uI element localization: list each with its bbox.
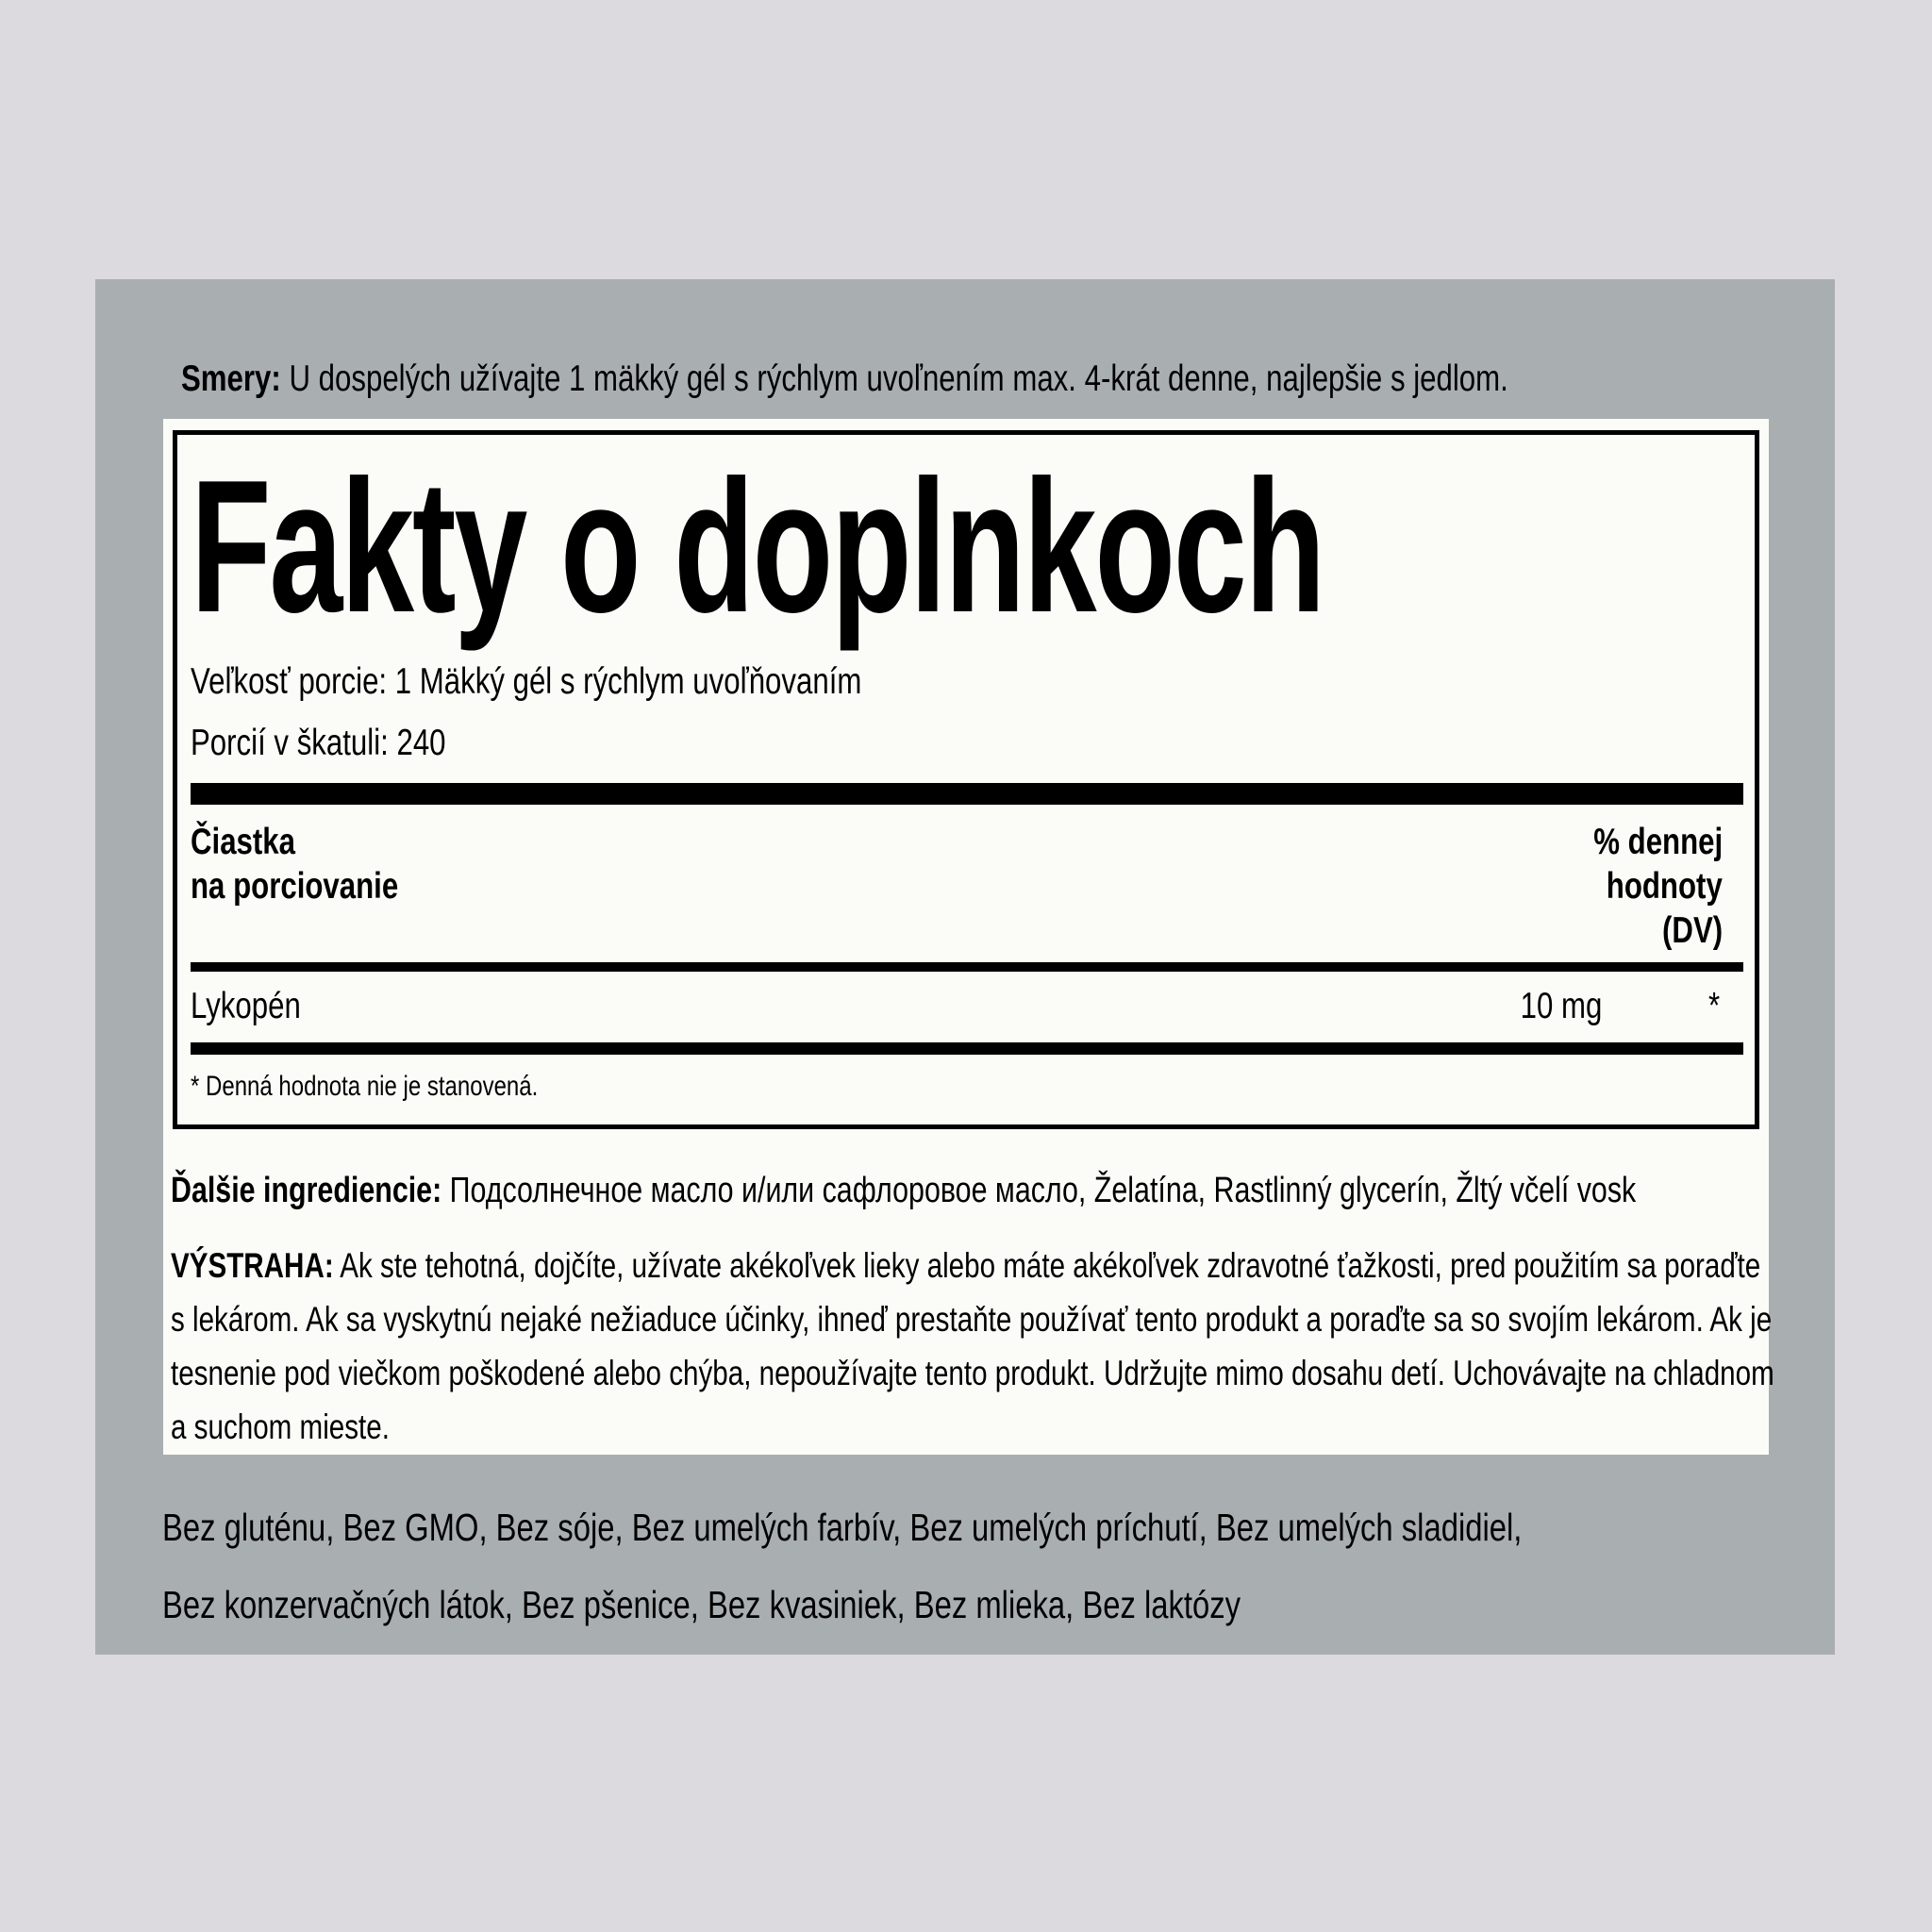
supplement-facts-box [173, 430, 1759, 1129]
warning-paragraph [171, 1239, 1776, 1454]
directions-label: Smery: [181, 358, 281, 399]
other-ingredients-paragraph [171, 1154, 1776, 1227]
supplement-facts-title: Fakty o doplnkoch [191, 441, 1324, 652]
column-header-row [191, 820, 1743, 953]
directions-text: U dospelých užívajte 1 mäkký gél s rýchlym uvoľnením max. 4-krát denne, najlepšie s jedlom. [289, 358, 1508, 399]
ingredient-row [191, 972, 1743, 1042]
directions [181, 357, 1840, 402]
servings-per-container-line: Porcií v škatuli: 240 [191, 723, 446, 763]
ingredient-dv: * [1707, 986, 1720, 1026]
dv-footnote: * Denná hodnota nie je stanovená. [191, 1071, 539, 1102]
label-sheet [163, 419, 1774, 1455]
ingredient-name: Lykopén [191, 986, 301, 1026]
warning-text: Ak ste tehotná, dojčíte, užívate akékoľvek lieky alebo máte akékoľvek zdravotné ťažkosti, pred použitím sa poraďte s lekárom. Ak sa vyskytnú nejaké nežiaduce účinky, ihneď prestaňte používať tento produkt a poraďte sa so svojím lekárom. Ak je tesnenie pod viečkom poškodené alebo chýba, nepoužívajte tento produkt. Udržujte mimo dosahu detí. Uchovávajte na chladnom a suchom mieste. [171, 1246, 1774, 1446]
divider-bar-thick [191, 783, 1743, 805]
warning-label: VÝSTRAHA: [171, 1246, 334, 1285]
free-of-line-1: Bez gluténu, Bez GMO, Bez sóje, Bez umelých farbív, Bez umelých príchutí, Bez umelých sladidiel, [162, 1506, 1523, 1549]
other-ingredients-text: Подсолнечное масло и/или сафлоровое масло, Želatína, Rastlinný glycerín, Žltý včelí vosk [449, 1171, 1637, 1210]
ingredient-amount: 10 mg [1520, 986, 1602, 1026]
free-of-statement [162, 1489, 1862, 1643]
serving-size-line: Veľkosť porcie: 1 Mäkký gél s rýchlym uvoľňovaním [191, 661, 862, 702]
amount-column-header: Čiastka na porciovanie [191, 822, 399, 907]
divider-bar-header [191, 962, 1743, 972]
free-of-line-2: Bez konzervačných látok, Bez pšenice, Bez kvasiniek, Bez mlieka, Bez laktózy [162, 1583, 1241, 1626]
label-panel [95, 279, 1835, 1655]
other-ingredients-label: Ďalšie ingrediencie: [171, 1171, 442, 1210]
divider-bar-row [191, 1042, 1743, 1055]
dv-column-header: % dennej hodnoty (DV) [1593, 822, 1723, 951]
